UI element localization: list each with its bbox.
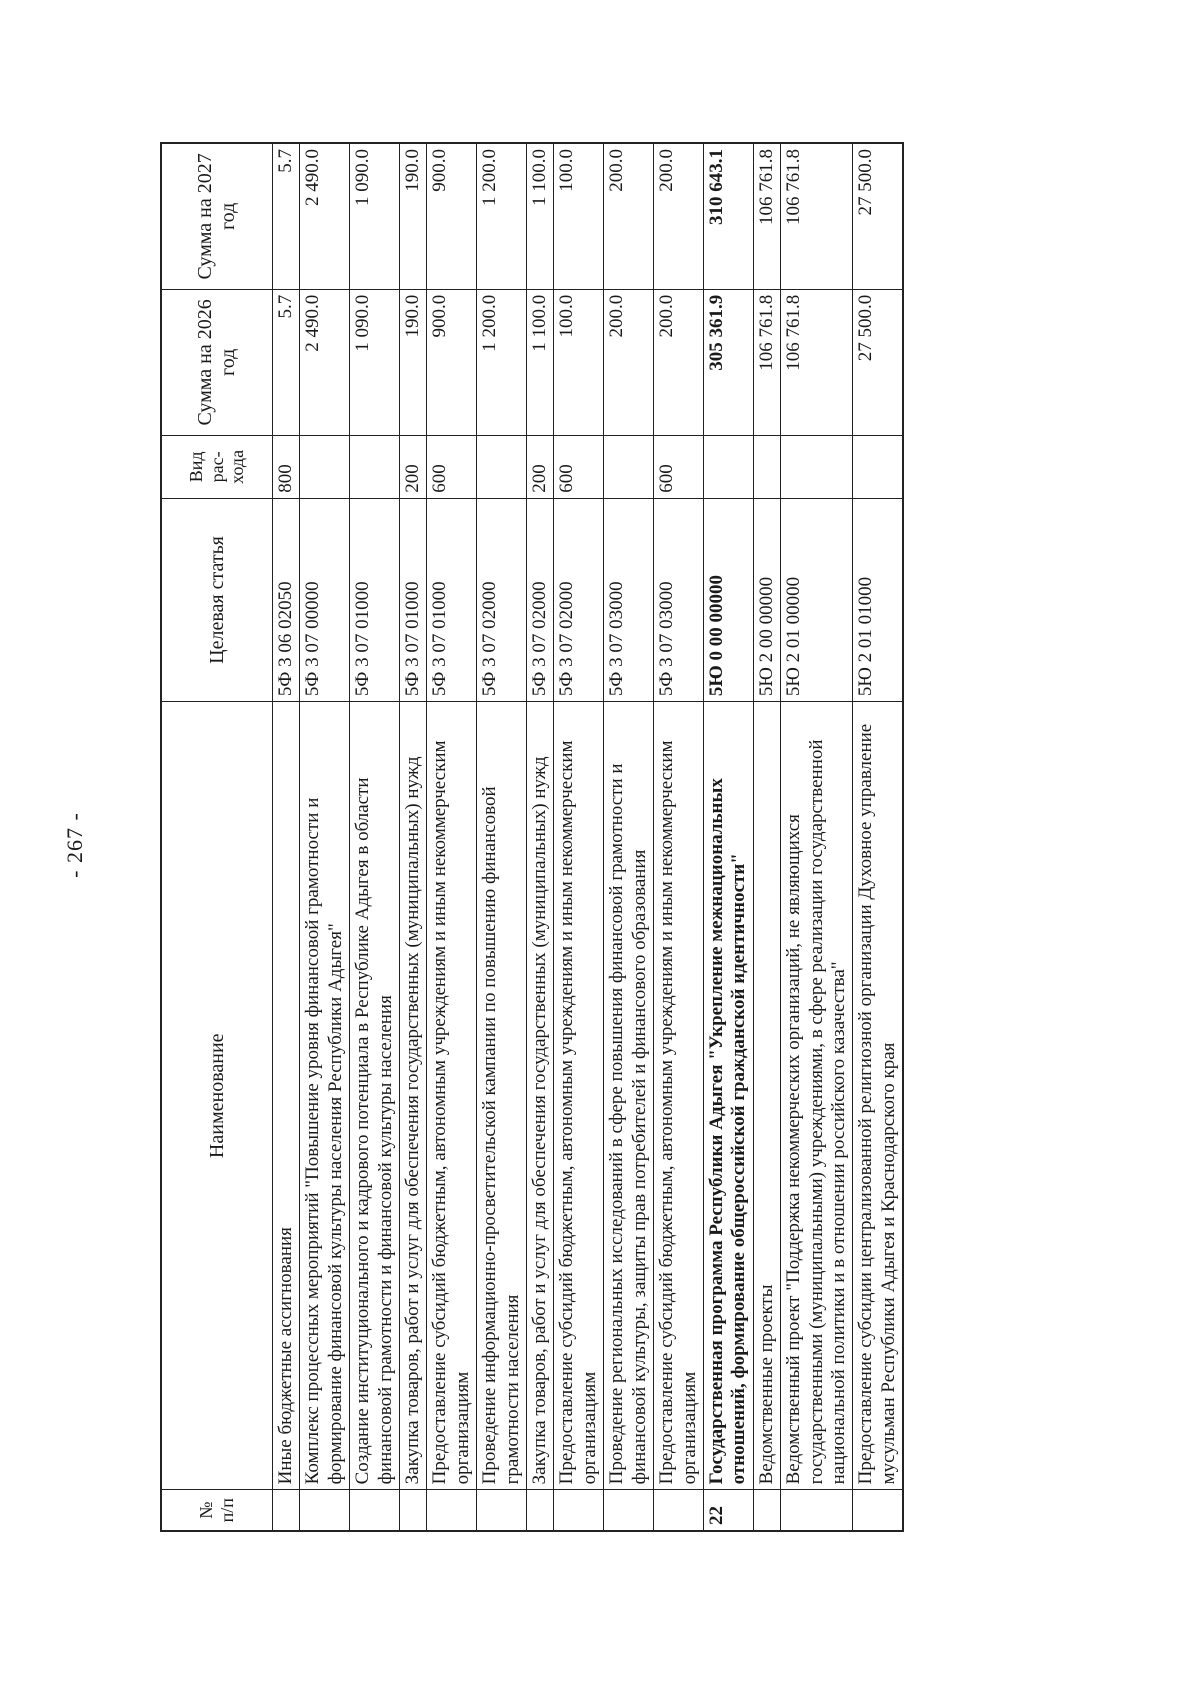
row-expense-type [477, 435, 527, 498]
row-sum-2026: 1 090.0 [350, 289, 400, 435]
row-name: Предоставление субсидий бюджетным, автономным учреждениям и иным некоммерческим организациям [554, 702, 604, 1490]
row-expense-type [781, 435, 853, 498]
row-sum-2027: 100.0 [554, 143, 604, 289]
row-number [273, 1490, 300, 1531]
budget-table [160, 142, 904, 1532]
row-target-article: 5Ф 3 07 00000 [300, 498, 350, 701]
row-name: Ведомственный проект "Поддержка некоммерческих организаций, не являющихся государственными (муниципальными) учреждениями, в сфере реализации государственной национальной политики и в отношении российского казачества" [781, 702, 853, 1490]
row-name: Закупка товаров, работ и услуг для обеспечения государственных (муниципальных) нужд [527, 702, 554, 1490]
row-target-article: 5Ю 2 01 01000 [853, 498, 903, 701]
row-number [554, 1490, 604, 1531]
row-expense-type [853, 435, 903, 498]
header-name: Наименование [161, 702, 273, 1490]
row-sum-2026: 27 500.0 [853, 289, 903, 435]
row-sum-2026: 190.0 [400, 289, 427, 435]
row-sum-2027: 310 643.1 [703, 143, 753, 289]
row-target-article: 5Ф 3 07 02000 [477, 498, 527, 701]
header-sum-2026: Сумма на 2026 год [161, 289, 273, 435]
table-row [477, 143, 527, 1531]
row-sum-2027: 200.0 [604, 143, 654, 289]
row-sum-2027: 1 100.0 [527, 143, 554, 289]
row-number [350, 1490, 400, 1531]
row-target-article: 5Ю 2 01 00000 [781, 498, 853, 701]
table-row [350, 143, 400, 1531]
row-expense-type: 600 [427, 435, 477, 498]
row-sum-2027: 106 761.8 [753, 143, 780, 289]
rotated-page [60, 50, 1140, 1640]
row-name: Создание институционального и кадрового потенциала в Республике Адыгея в области финансовой грамотности и финансовой культуры населения [350, 702, 400, 1490]
table-row [300, 143, 350, 1531]
row-expense-type [703, 435, 753, 498]
row-target-article: 5Ф 3 07 01000 [350, 498, 400, 701]
row-expense-type [604, 435, 654, 498]
row-number [300, 1490, 350, 1531]
row-number [477, 1490, 527, 1531]
row-sum-2026: 106 761.8 [753, 289, 780, 435]
row-number [853, 1490, 903, 1531]
row-name: Предоставление субсидий бюджетным, автономным учреждениям и иным некоммерческим организациям [427, 702, 477, 1490]
row-sum-2026: 100.0 [554, 289, 604, 435]
table-header-row [161, 143, 273, 1531]
table-row [703, 143, 753, 1531]
row-number [654, 1490, 704, 1531]
row-sum-2027: 2 490.0 [300, 143, 350, 289]
row-expense-type [753, 435, 780, 498]
table-row [604, 143, 654, 1531]
row-sum-2027: 1 200.0 [477, 143, 527, 289]
row-target-article: 5Ф 3 07 02000 [527, 498, 554, 701]
row-expense-type: 600 [554, 435, 604, 498]
table-row [527, 143, 554, 1531]
row-sum-2027: 200.0 [654, 143, 704, 289]
row-sum-2027: 106 761.8 [781, 143, 853, 289]
row-name: Проведение информационно-просветительской кампании по повышению финансовой грамотности населения [477, 702, 527, 1490]
row-name: Иные бюджетные ассигнования [273, 702, 300, 1490]
row-number [527, 1490, 554, 1531]
row-sum-2026: 1 100.0 [527, 289, 554, 435]
row-sum-2027: 900.0 [427, 143, 477, 289]
row-number [781, 1490, 853, 1531]
row-target-article: 5Ф 3 07 03000 [604, 498, 654, 701]
table-row [427, 143, 477, 1531]
table-row [654, 143, 704, 1531]
table-row [853, 143, 903, 1531]
row-target-article: 5Ф 3 06 02050 [273, 498, 300, 701]
row-name: Государственная программа Республики Адыгея "Укрепление межнациональных отношений, формирование общероссийской гражданской идентичности" [703, 702, 753, 1490]
row-name: Предоставление субсидий бюджетным, автономным учреждениям и иным некоммерческим организациям [654, 702, 704, 1490]
row-expense-type [350, 435, 400, 498]
header-number: № п/п [161, 1490, 273, 1531]
row-sum-2027: 190.0 [400, 143, 427, 289]
header-expense-type: Вид рас-хода [161, 435, 273, 498]
row-expense-type [300, 435, 350, 498]
row-target-article: 5Ф 3 07 03000 [654, 498, 704, 701]
row-number [753, 1490, 780, 1531]
row-expense-type: 800 [273, 435, 300, 498]
row-number [400, 1490, 427, 1531]
row-expense-type: 200 [400, 435, 427, 498]
row-target-article: 5Ф 3 07 01000 [400, 498, 427, 701]
row-target-article: 5Ф 3 07 02000 [554, 498, 604, 701]
row-number: 22 [703, 1490, 753, 1531]
row-target-article: 5Ю 2 00 00000 [753, 498, 780, 701]
page-number: - 267 - [62, 812, 87, 878]
row-number [427, 1490, 477, 1531]
row-name: Ведомственные проекты [753, 702, 780, 1490]
row-sum-2026: 900.0 [427, 289, 477, 435]
row-name: Закупка товаров, работ и услуг для обеспечения государственных (муниципальных) нужд [400, 702, 427, 1490]
row-sum-2026: 2 490.0 [300, 289, 350, 435]
row-sum-2027: 27 500.0 [853, 143, 903, 289]
row-sum-2027: 1 090.0 [350, 143, 400, 289]
row-sum-2026: 106 761.8 [781, 289, 853, 435]
row-name: Предоставление субсидии централизованной религиозной организации Духовное управление мусульман Республики Адыгея и Краснодарского края [853, 702, 903, 1490]
row-sum-2026: 200.0 [654, 289, 704, 435]
row-sum-2026: 305 361.9 [703, 289, 753, 435]
row-sum-2027: 5.7 [273, 143, 300, 289]
row-sum-2026: 5.7 [273, 289, 300, 435]
table-row [781, 143, 853, 1531]
row-sum-2026: 1 200.0 [477, 289, 527, 435]
header-sum-2027: Сумма на 2027 год [161, 143, 273, 289]
row-name: Комплекс процессных мероприятий "Повышение уровня финансовой грамотности и формирование финансовой культуры населения Республики Адыгея" [300, 702, 350, 1490]
table-row [400, 143, 427, 1531]
row-number [604, 1490, 654, 1531]
row-name: Проведение региональных исследований в сфере повышения финансовой грамотности и финансовой культуры, защиты прав потребителей и финансового образования [604, 702, 654, 1490]
row-expense-type: 200 [527, 435, 554, 498]
row-target-article: 5Ф 3 07 01000 [427, 498, 477, 701]
row-sum-2026: 200.0 [604, 289, 654, 435]
header-target-article: Целевая статья [161, 498, 273, 701]
row-expense-type: 600 [654, 435, 704, 498]
row-target-article: 5Ю 0 00 00000 [703, 498, 753, 701]
table-row [273, 143, 300, 1531]
table-row [753, 143, 780, 1531]
table-row [554, 143, 604, 1531]
